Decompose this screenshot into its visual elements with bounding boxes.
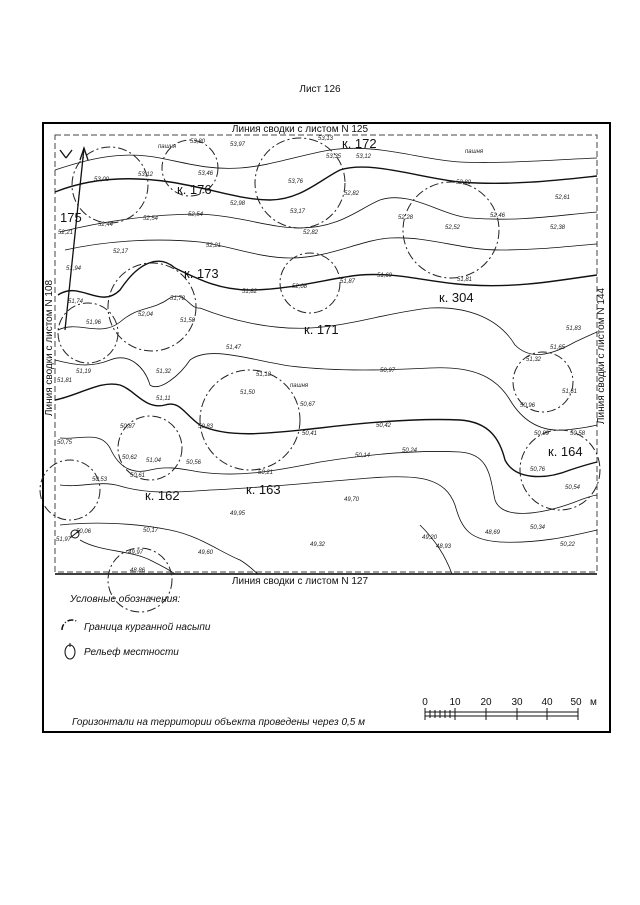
legend-item-relief: Рельеф местности xyxy=(84,647,179,658)
kurgan-labels xyxy=(60,136,583,503)
spot-height: 52,21 xyxy=(206,243,222,249)
spot-height: 50,41 xyxy=(302,431,318,437)
scale-tick: 20 xyxy=(480,697,492,708)
spot-height: 49,97 xyxy=(128,550,144,556)
spot-height: 51,97 xyxy=(56,537,72,543)
spot-height: 50,17 xyxy=(143,528,159,534)
kurgan-label: к. 164 xyxy=(548,444,583,459)
kurgan-label: к. 173 xyxy=(184,266,219,281)
spot-height: 50,83 xyxy=(198,424,214,430)
spot-height: 50,24 xyxy=(402,448,418,454)
spot-height: 51,61 xyxy=(562,389,578,395)
spot-height: 51,81 xyxy=(457,277,473,283)
scale-tick: 30 xyxy=(511,697,523,708)
map-area xyxy=(55,135,597,572)
spot-height: 50,61 xyxy=(130,473,146,479)
kurgan-label: к. 172 xyxy=(342,136,377,151)
spot-height: 52,28 xyxy=(398,215,414,221)
spot-height: 48,86 xyxy=(130,568,146,574)
spot-height: 51,19 xyxy=(76,369,92,375)
kurgan-label: к. 304 xyxy=(439,290,474,305)
spot-height: 52,82 xyxy=(303,230,319,236)
spot-height: 51,32 xyxy=(156,369,172,375)
kurgan-label: 175 xyxy=(60,210,82,225)
spot-height: 50,06 xyxy=(76,529,92,535)
sheet-title: Лист 126 xyxy=(299,84,341,95)
spot-height: 52,08 xyxy=(292,284,308,290)
spot-height: 52,61 xyxy=(555,195,571,201)
kurgan-label: к. 171 xyxy=(304,322,339,337)
spot-height: 52,54 xyxy=(188,212,204,218)
spot-height: 50,42 xyxy=(376,423,392,429)
spot-height: 51,47 xyxy=(226,345,242,351)
sheet-link-right: Линия сводки с листом N 144 xyxy=(596,287,607,425)
spot-height: 50,76 xyxy=(530,467,546,473)
spot-height: 51,18 xyxy=(256,372,272,378)
kurgan-label: к. 176 xyxy=(177,182,212,197)
legend-title: Условные обозначения: xyxy=(70,594,181,605)
field-label: пашня xyxy=(465,149,484,155)
kurgan-boundaries xyxy=(40,138,600,612)
kurgan-boundary-163 xyxy=(200,370,300,470)
spot-height: 50,67 xyxy=(300,402,316,408)
spot-height: 49,20 xyxy=(422,535,438,541)
spot-height: 51,65 xyxy=(550,345,566,351)
spot-height: 48,69 xyxy=(485,530,501,536)
spot-height: 50,62 xyxy=(122,455,138,461)
spot-height: 53,13 xyxy=(318,136,334,142)
spot-height: 52,21 xyxy=(58,230,74,236)
spot-height: 51,69 xyxy=(377,273,393,279)
spot-height: 50,21 xyxy=(258,470,274,476)
spot-height: 51,94 xyxy=(66,266,82,272)
scale-unit: м xyxy=(590,697,597,708)
contour-note: Горизонтали на территории объекта проведены через 0,5 м xyxy=(72,717,366,728)
spot-height: 53,46 xyxy=(198,171,214,177)
spot-height: 51,83 xyxy=(566,326,582,332)
legend-item-kurgan: Граница курганной насыпи xyxy=(84,622,211,633)
spot-height: 52,80 xyxy=(456,180,472,186)
legend xyxy=(62,593,211,659)
spot-height: 52,52 xyxy=(445,225,461,231)
spot-height: 51,82 xyxy=(242,289,258,295)
spot-height: 50,75 xyxy=(57,440,73,446)
spot-height: 53,97 xyxy=(230,142,246,148)
spot-height: 52,17 xyxy=(113,249,129,255)
scale-tick: 10 xyxy=(449,697,461,708)
spot-height: 50,34 xyxy=(530,525,546,531)
spot-height: 48,93 xyxy=(436,544,452,550)
spot-height: 53,35 xyxy=(326,154,342,160)
spot-height: 49,60 xyxy=(198,550,214,556)
spot-height: 53,17 xyxy=(290,209,306,215)
spot-height: 50,14 xyxy=(355,453,371,459)
spot-height: 52,46 xyxy=(490,213,506,219)
spot-height: 50,54 xyxy=(565,485,581,491)
field-label: пашня xyxy=(290,383,309,389)
spot-height: 50,22 xyxy=(560,542,576,548)
spot-height: 53,12 xyxy=(356,154,372,160)
spot-height: 53,12 xyxy=(138,172,154,178)
spot-height: 53,76 xyxy=(288,179,304,185)
sheet-link-top: Линия сводки с листом N 125 xyxy=(231,124,369,135)
spot-height: 51,04 xyxy=(146,458,162,464)
spot-height: 49,32 xyxy=(310,542,326,548)
spot-height: 50,87 xyxy=(120,424,136,430)
spot-height: 50,96 xyxy=(520,403,536,409)
spot-height: 51,78 xyxy=(170,296,186,302)
spot-height: 50,97 xyxy=(380,368,396,374)
spot-height: 51,58 xyxy=(180,318,196,324)
spot-height: 49,95 xyxy=(230,511,246,517)
spot-height: 52,54 xyxy=(143,216,159,222)
spot-height: 52,38 xyxy=(550,225,566,231)
sheet-link-left: Линия сводки с листом N 108 xyxy=(44,279,55,417)
scale-tick: 40 xyxy=(541,697,553,708)
spot-height: 51,32 xyxy=(526,357,542,363)
spot-height: 51,81 xyxy=(57,378,73,384)
scale-tick: 0 xyxy=(422,697,428,708)
spot-height: 52,82 xyxy=(344,191,360,197)
spot-height: 50,53 xyxy=(92,477,108,483)
spot-height: 50,58 xyxy=(570,431,586,437)
spot-height: 53,00 xyxy=(94,177,110,183)
spot-height: 52,04 xyxy=(138,312,154,318)
spot-height: 51,87 xyxy=(340,279,356,285)
kurgan-label: к. 163 xyxy=(246,482,281,497)
spot-height: 51,96 xyxy=(86,320,102,326)
spot-height: 50,56 xyxy=(186,460,202,466)
kurgan-boundary-symbol xyxy=(62,620,78,630)
kurgan-label: к. 162 xyxy=(145,488,180,503)
scale-tick: 50 xyxy=(570,697,582,708)
sheet-link-bottom: Линия сводки с листом N 127 xyxy=(231,576,369,587)
spot-height: 51,11 xyxy=(156,396,171,402)
spot-height: 49,70 xyxy=(344,497,360,503)
relief-symbol xyxy=(65,645,75,659)
kurgan-boundary-162b xyxy=(40,460,100,520)
spot-heights xyxy=(56,136,586,574)
spot-height: 50,89 xyxy=(534,431,550,437)
spot-height: 52,44 xyxy=(98,222,114,228)
spot-height: 53,80 xyxy=(190,139,206,145)
spot-height: 52,98 xyxy=(230,201,246,207)
spot-height: 51,74 xyxy=(68,299,84,305)
field-label: пашня xyxy=(158,144,177,150)
scale-bar xyxy=(422,697,597,720)
spot-height: 51,50 xyxy=(240,390,256,396)
